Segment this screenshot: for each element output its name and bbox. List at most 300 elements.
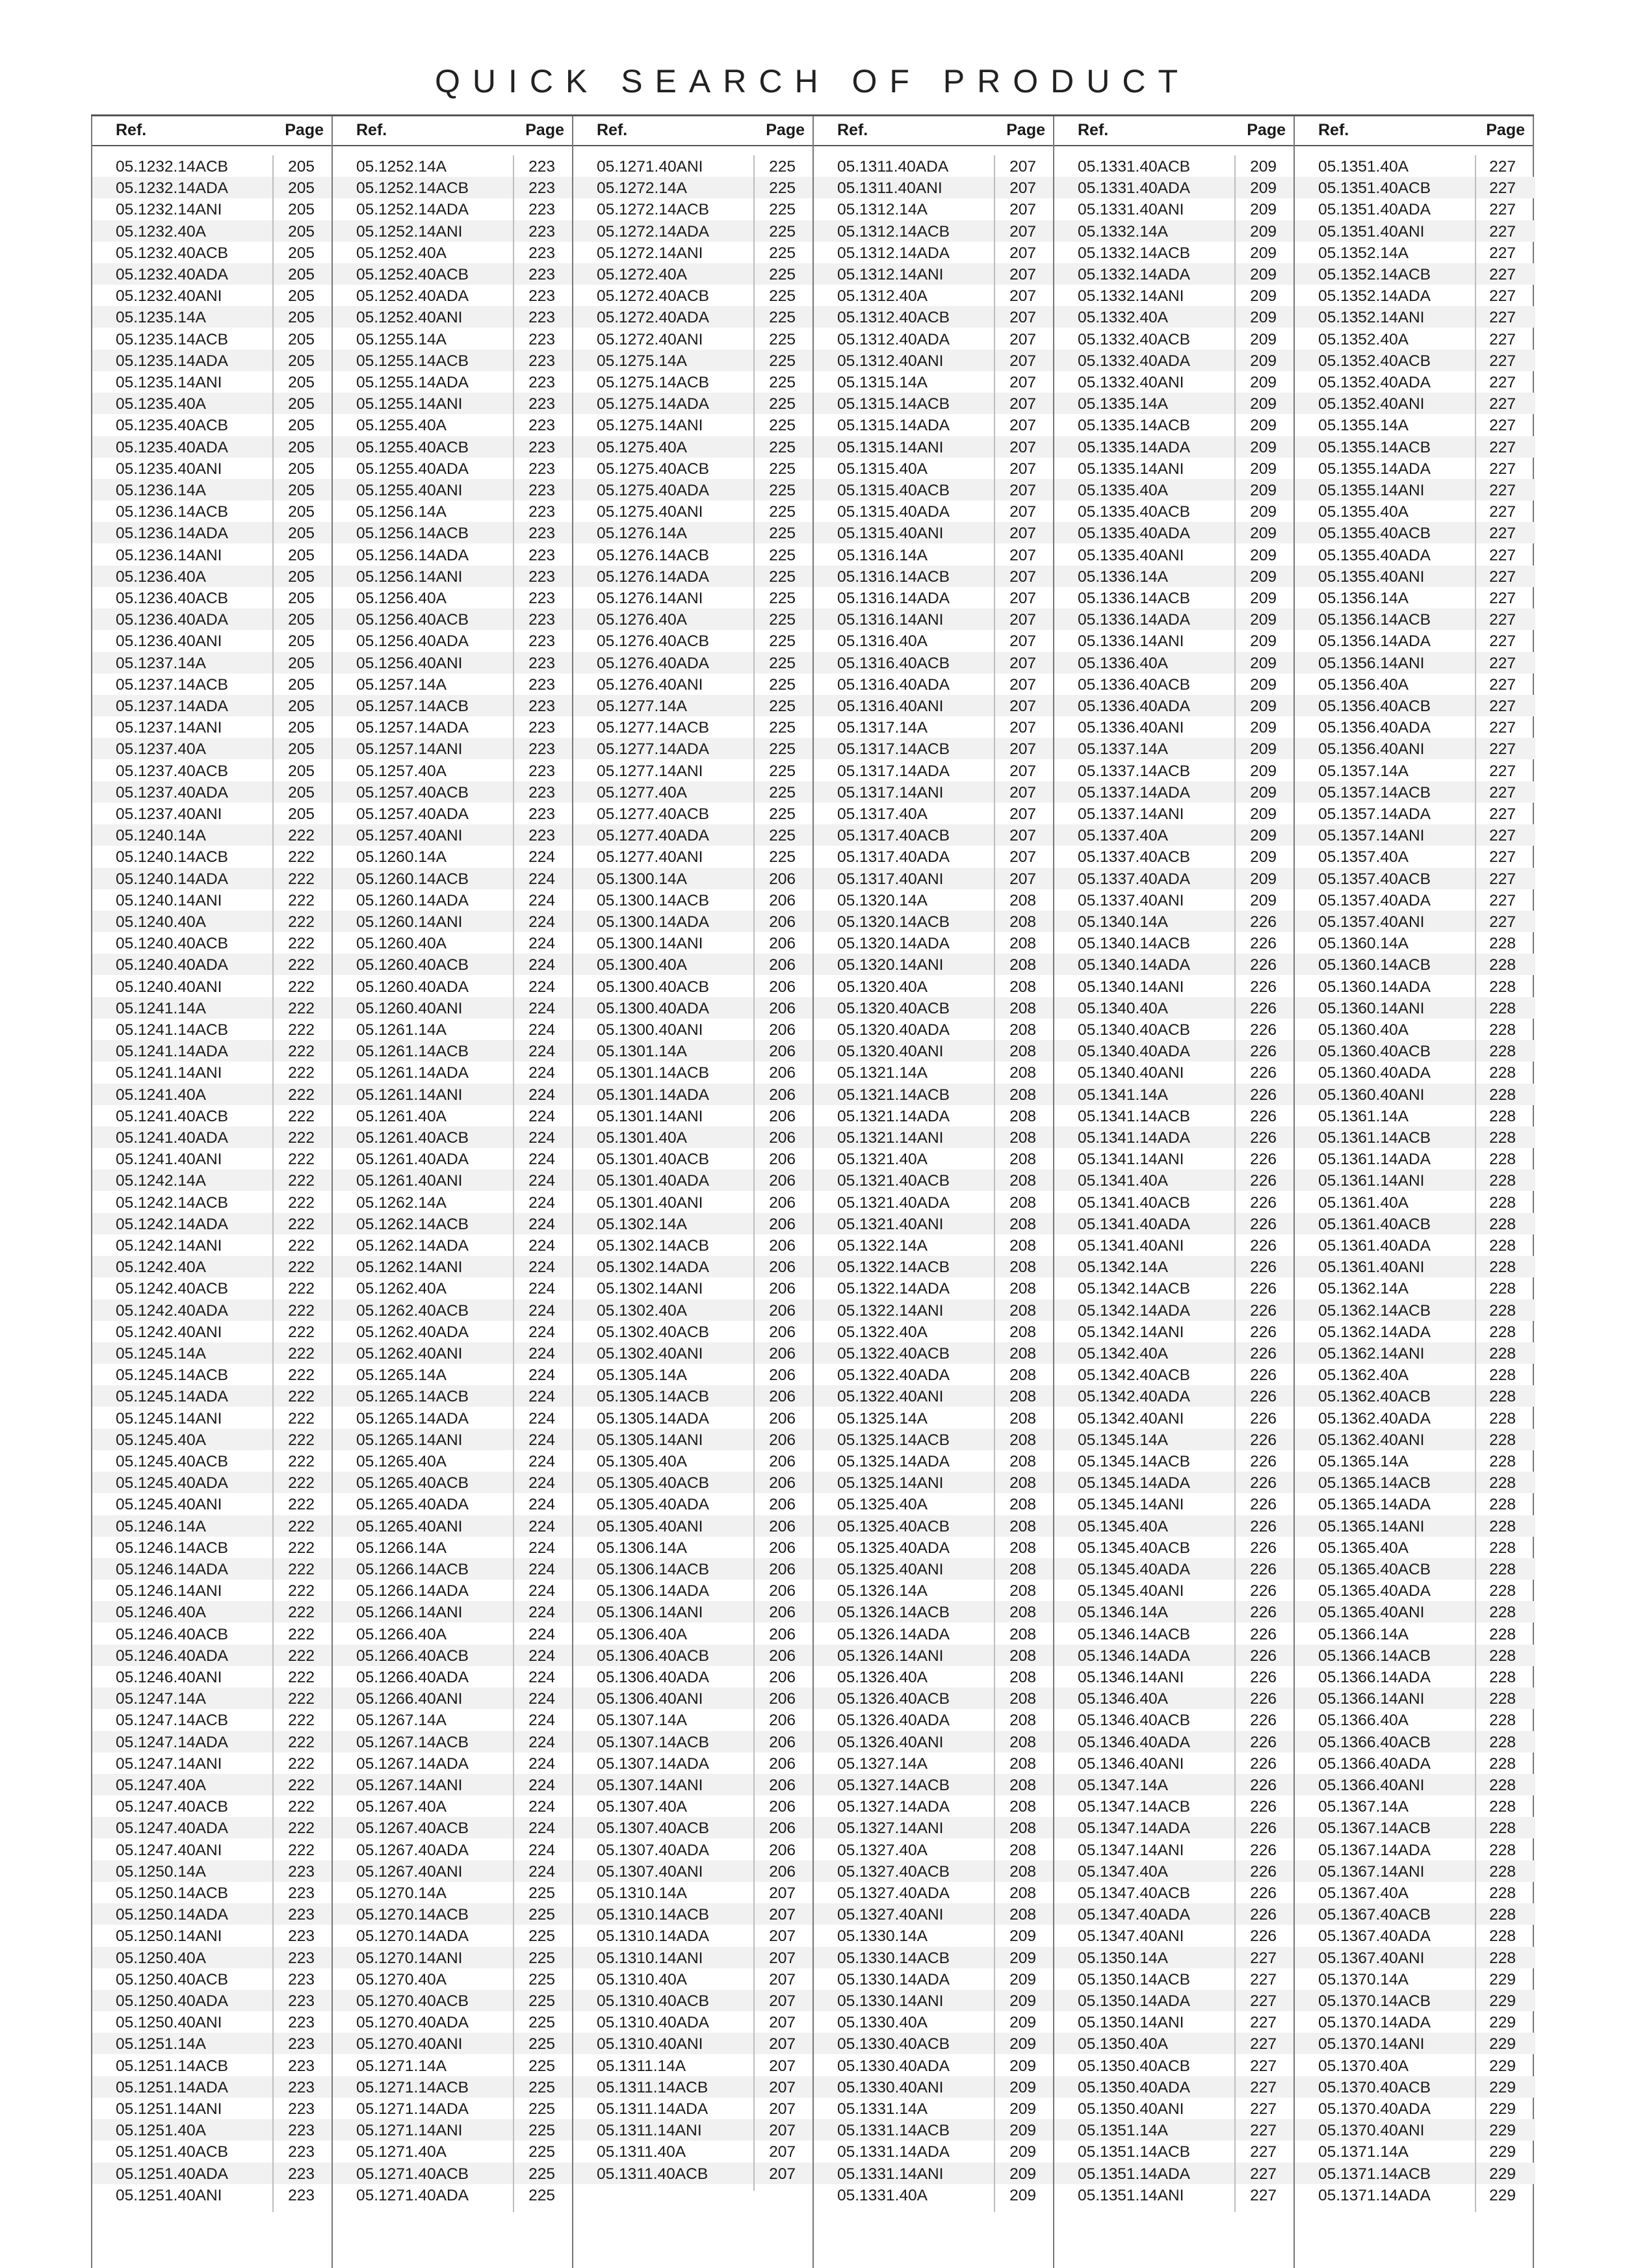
table-row [1295, 1990, 1533, 2011]
table-row [814, 695, 1053, 716]
table-row [573, 1256, 812, 1277]
page-cell: 224 [528, 1798, 555, 1816]
page-cell: 208 [1009, 1064, 1036, 1082]
ref-cell: 05.1356.14ADA [1318, 632, 1431, 651]
table-row [814, 1968, 1053, 1990]
table-row [573, 1623, 812, 1645]
ref-cell: 05.1360.14A [1318, 935, 1409, 953]
page-cell: 225 [528, 2143, 555, 2161]
table-row [1054, 328, 1294, 350]
table-row [573, 716, 812, 738]
table-row [333, 1709, 572, 1730]
table-row [573, 1148, 812, 1169]
ref-cell: 05.1251.14ACB [116, 2057, 228, 2075]
table-row [573, 1213, 812, 1234]
ref-cell: 05.1260.40ACB [356, 956, 469, 974]
table-row [1054, 1515, 1294, 1537]
table-row [1054, 803, 1294, 824]
table-row [573, 587, 812, 608]
page-cell: 222 [288, 935, 315, 953]
ref-cell: 05.1246.14ANI [116, 1582, 222, 1600]
table-row [333, 544, 572, 566]
ref-cell: 05.1267.14ACB [356, 1733, 469, 1751]
page-cell: 226 [1250, 1193, 1277, 1212]
ref-cell: 05.1246.40ADA [116, 1647, 228, 1665]
table-row [1295, 220, 1533, 242]
table-row [92, 695, 332, 716]
page-cell: 222 [288, 1798, 315, 1816]
ref-cell: 05.1350.40A [1078, 2035, 1168, 2053]
table-row [333, 285, 572, 306]
ref-cell: 05.1261.40ADA [356, 1151, 469, 1169]
ref-cell: 05.1270.14ADA [356, 1927, 469, 1946]
table-row [92, 1105, 332, 1127]
page-cell: 208 [1009, 1301, 1036, 1320]
table-row [92, 501, 332, 522]
table-row [1295, 1882, 1533, 1903]
page-cell: 227 [1250, 1949, 1277, 1967]
table-row [333, 414, 572, 436]
page-cell: 224 [528, 1819, 555, 1838]
table-row [814, 1515, 1053, 1537]
table-row [92, 522, 332, 543]
ref-cell: 05.1321.40ADA [837, 1193, 950, 1212]
table-row [814, 198, 1053, 220]
page-cell: 208 [1009, 1431, 1036, 1449]
ref-cell: 05.1247.40ANI [116, 1841, 222, 1859]
page-cell: 222 [288, 1172, 315, 1190]
table-row [573, 2011, 812, 2033]
ref-cell: 05.1320.14ADA [837, 935, 950, 953]
page-cell: 205 [288, 611, 315, 629]
table-row [333, 932, 572, 954]
table-row [1295, 263, 1533, 285]
page-cell: 209 [1250, 783, 1277, 802]
table-row [1054, 1688, 1294, 1709]
table-row [333, 1580, 572, 1601]
page-cell: 206 [769, 1453, 796, 1470]
ref-cell: 05.1361.14ADA [1318, 1151, 1431, 1169]
table-row [814, 1213, 1053, 1234]
page-cell: 224 [528, 1431, 555, 1449]
ref-cell: 05.1327.14ACB [837, 1777, 950, 1794]
page-cell: 223 [288, 1970, 315, 1988]
ref-cell: 05.1241.14ADA [116, 1043, 228, 1061]
page-cell: 205 [288, 244, 315, 262]
page-cell: 209 [1250, 158, 1277, 176]
ref-cell: 05.1352.40ANI [1318, 395, 1425, 413]
table-row [1054, 1753, 1294, 1774]
ref-cell: 05.1272.40ANI [597, 330, 703, 348]
ref-cell: 05.1327.40A [837, 1841, 928, 1859]
table-row [92, 2098, 332, 2119]
table-row [1295, 414, 1533, 436]
ref-cell: 05.1310.40ACB [597, 1992, 709, 2010]
ref-cell: 05.1361.40A [1318, 1193, 1409, 1212]
table-row [1295, 1062, 1533, 1083]
page-cell: 228 [1489, 1949, 1516, 1967]
ref-cell: 05.1277.14ANI [597, 762, 703, 780]
page-cell: 209 [1009, 2078, 1036, 2096]
page-cell: 205 [288, 805, 315, 823]
ref-cell: 05.1362.14ADA [1318, 1323, 1431, 1341]
ref-cell: 05.1362.14A [1318, 1280, 1409, 1298]
ref-cell: 05.1245.40ANI [116, 1496, 222, 1514]
table-row [1295, 350, 1533, 371]
page-cell: 206 [769, 1021, 796, 1039]
page-cell: 224 [528, 1669, 555, 1686]
table-row [92, 1515, 332, 1537]
page-cell: 227 [1489, 244, 1516, 262]
table-row [814, 1385, 1053, 1407]
ref-cell: 05.1341.14A [1078, 1086, 1168, 1104]
table-row [573, 997, 812, 1019]
table-row [1295, 889, 1533, 911]
ref-cell: 05.1270.40ANI [356, 2035, 463, 2053]
page-cell: 209 [1250, 395, 1277, 413]
ref-cell: 05.1322.40ANI [837, 1388, 944, 1406]
page-cell: 228 [1489, 1151, 1516, 1169]
page-header: Page [766, 121, 805, 139]
table-row [1295, 1169, 1533, 1191]
page-cell: 208 [1009, 1215, 1036, 1233]
page-cell: 207 [1009, 330, 1036, 348]
table-row [573, 932, 812, 954]
table-row [814, 1623, 1053, 1645]
table-row [1295, 328, 1533, 350]
ref-cell: 05.1315.14A [837, 374, 928, 391]
page-cell: 226 [1250, 1172, 1277, 1190]
page-cell: 226 [1250, 1712, 1277, 1730]
page-cell: 223 [528, 503, 555, 521]
ref-cell: 05.1307.40ANI [597, 1862, 703, 1881]
column-divider [994, 155, 995, 2212]
table-row [92, 2163, 332, 2184]
page-cell: 222 [288, 1086, 315, 1104]
page-cell: 225 [769, 827, 796, 845]
ref-cell: 05.1320.40A [837, 978, 928, 996]
table-row [814, 1429, 1053, 1450]
table-row [1054, 2055, 1294, 2076]
ref-cell: 05.1301.40A [597, 1129, 687, 1147]
ref-cell: 05.1305.40ANI [597, 1517, 703, 1535]
page-cell: 224 [528, 891, 555, 909]
ref-cell: 05.1361.40ADA [1318, 1237, 1431, 1255]
table-row [92, 1688, 332, 1709]
ref-cell: 05.1257.14ACB [356, 697, 469, 715]
table-row [573, 566, 812, 587]
table-row [333, 522, 572, 543]
ref-cell: 05.1322.14ACB [837, 1258, 950, 1277]
table-row [92, 350, 332, 371]
page-cell: 207 [1009, 654, 1036, 672]
ref-cell: 05.1355.40ACB [1318, 525, 1431, 543]
table-row [1054, 1040, 1294, 1062]
ref-cell: 05.1335.40ACB [1078, 503, 1190, 521]
ref-cell: 05.1260.14ADA [356, 891, 469, 909]
page-cell: 206 [769, 1474, 796, 1492]
ref-cell: 05.1311.14ANI [597, 2122, 702, 2140]
ref-cell: 05.1312.14ACB [837, 222, 950, 241]
page-cell: 207 [1009, 482, 1036, 499]
page-cell: 223 [528, 266, 555, 283]
page-cell: 222 [288, 1474, 315, 1492]
page-cell: 224 [528, 999, 555, 1017]
page-cell: 224 [528, 1064, 555, 1082]
ref-cell: 05.1342.14A [1078, 1258, 1168, 1277]
page-cell: 225 [769, 697, 796, 715]
table-row [1295, 1342, 1533, 1364]
ref-cell: 05.1272.40ADA [597, 309, 709, 327]
page-cell: 209 [1250, 870, 1277, 888]
ref-cell: 05.1251.40ACB [116, 2143, 228, 2161]
table-row [92, 1493, 332, 1515]
page-cell: 226 [1250, 1237, 1277, 1255]
table-row [1295, 1774, 1533, 1795]
table-row [92, 436, 332, 458]
ref-cell: 05.1336.14ADA [1078, 611, 1190, 629]
table-row [814, 630, 1053, 651]
ref-cell: 05.1310.14ACB [597, 1906, 709, 1924]
table-row [573, 630, 812, 651]
page-cell: 208 [1009, 1086, 1036, 1104]
ref-cell: 05.1266.40ANI [356, 1690, 463, 1708]
table-row [1295, 1127, 1533, 1148]
table-row [1295, 1256, 1533, 1277]
page-cell: 222 [288, 1129, 315, 1147]
ref-cell: 05.1240.14ADA [116, 870, 228, 888]
page-cell: 228 [1489, 1129, 1516, 1147]
page-cell: 228 [1489, 1712, 1516, 1730]
ref-cell: 05.1370.14A [1318, 1970, 1409, 1988]
ref-cell: 05.1357.14ADA [1318, 805, 1431, 823]
table-row [814, 1493, 1053, 1515]
page-cell: 225 [769, 309, 796, 327]
table-row [1054, 2163, 1294, 2184]
ref-cell: 05.1241.14A [116, 999, 206, 1017]
ref-cell: 05.1325.14ANI [837, 1474, 944, 1492]
table-row [1295, 1407, 1533, 1429]
table-row [1295, 1645, 1533, 1666]
page-cell: 222 [288, 1647, 315, 1665]
page-cell: 205 [288, 762, 315, 780]
ref-cell: 05.1367.40ANI [1318, 1949, 1425, 1967]
table-row [333, 458, 572, 479]
page-cell: 222 [288, 1819, 315, 1838]
table-row [333, 263, 572, 285]
table-row [1054, 1947, 1294, 1968]
ref-cell: 05.1252.14ANI [356, 222, 463, 241]
page-cell: 205 [288, 395, 315, 413]
page-cell: 227 [1250, 1970, 1277, 1988]
ref-cell: 05.1341.40ADA [1078, 1215, 1190, 1233]
page-cell: 224 [528, 1625, 555, 1643]
ref-cell: 05.1240.14A [116, 827, 206, 845]
ref-cell: 05.1266.40ADA [356, 1669, 469, 1686]
ref-cell: 05.1351.40ADA [1318, 201, 1431, 219]
page-cell: 228 [1489, 1669, 1516, 1686]
page-cell: 229 [1489, 2057, 1516, 2075]
table-row [1295, 954, 1533, 975]
ref-cell: 05.1302.14ACB [597, 1237, 709, 1255]
ref-cell: 05.1275.14ANI [597, 417, 703, 435]
page-cell: 206 [769, 1712, 796, 1730]
table-row [1295, 1537, 1533, 1558]
ref-cell: 05.1305.40ADA [597, 1496, 709, 1514]
table-row [1054, 1795, 1294, 1817]
page-cell: 223 [288, 1862, 315, 1881]
page-cell: 228 [1489, 1453, 1516, 1470]
page-cell: 222 [288, 1323, 315, 1341]
ref-cell: 05.1315.40ADA [837, 503, 950, 521]
ref-cell: 05.1360.14ACB [1318, 956, 1431, 974]
ref-cell: 05.1352.40ACB [1318, 352, 1431, 370]
table-row [1295, 371, 1533, 393]
table-row [573, 1062, 812, 1083]
table-row [1054, 1623, 1294, 1645]
page-cell: 208 [1009, 913, 1036, 931]
table-row [92, 2119, 332, 2141]
table-row [1295, 1558, 1533, 1580]
ref-cell: 05.1256.14A [356, 503, 447, 521]
ref-cell: 05.1316.40ACB [837, 654, 950, 672]
column-divider [753, 155, 755, 2191]
page-cell: 208 [1009, 1021, 1036, 1039]
table-row [1295, 1040, 1533, 1062]
page-cell: 223 [528, 179, 555, 198]
table-row [1295, 2163, 1533, 2184]
page-cell: 228 [1489, 1777, 1516, 1794]
table-row [1295, 501, 1533, 522]
table-row [1295, 673, 1533, 695]
table-row [814, 781, 1053, 803]
ref-cell: 05.1271.14ACB [356, 2078, 469, 2096]
ref-cell: 05.1322.14ANI [837, 1301, 944, 1320]
table-row [573, 1105, 812, 1127]
ref-cell: 05.1337.14ANI [1078, 805, 1184, 823]
page-cell: 225 [769, 374, 796, 391]
ref-cell: 05.1242.14ADA [116, 1215, 228, 1233]
ref-cell: 05.1336.14A [1078, 567, 1168, 586]
table-row [814, 479, 1053, 501]
table-row [814, 2011, 1053, 2033]
table-row [814, 1321, 1053, 1342]
ref-cell: 05.1326.14A [837, 1582, 928, 1600]
page-cell: 229 [1489, 1970, 1516, 1988]
page-cell: 226 [1250, 999, 1277, 1017]
page-cell: 206 [769, 1129, 796, 1147]
page-cell: 208 [1009, 1862, 1036, 1881]
table-row [814, 1774, 1053, 1795]
ref-cell: 05.1257.40ANI [356, 827, 463, 845]
ref-cell: 05.1270.14A [356, 1884, 447, 1902]
page-cell: 209 [1250, 675, 1277, 694]
page-cell: 205 [288, 697, 315, 715]
ref-cell: 05.1320.40ANI [837, 1043, 944, 1061]
page-cell: 209 [1250, 266, 1277, 283]
page-cell: 207 [1009, 309, 1036, 327]
table-row [573, 2055, 812, 2076]
page-cell: 222 [288, 1539, 315, 1557]
ref-cell: 05.1301.14ANI [597, 1107, 703, 1125]
table-row [333, 220, 572, 242]
page-cell: 223 [528, 567, 555, 586]
ref-cell: 05.1315.14ACB [837, 395, 950, 413]
ref-cell: 05.1340.40ADA [1078, 1043, 1190, 1061]
page-cell: 226 [1250, 1086, 1277, 1104]
page-cell: 223 [288, 2143, 315, 2161]
table-row [1295, 1472, 1533, 1493]
table-row [814, 2076, 1053, 2098]
table-row [333, 1968, 572, 1990]
ref-cell: 05.1246.14ACB [116, 1539, 228, 1557]
ref-cell: 05.1330.14ANI [837, 1992, 944, 2010]
ref-cell: 05.1326.40A [837, 1669, 928, 1686]
page-cell: 227 [1250, 2122, 1277, 2140]
ref-cell: 05.1346.40ANI [1078, 1754, 1184, 1773]
table-row [814, 220, 1053, 242]
page-cell: 227 [1250, 2100, 1277, 2118]
table-row [1295, 198, 1533, 220]
ref-cell: 05.1316.14A [837, 546, 928, 564]
page-cell: 208 [1009, 1388, 1036, 1406]
table-row [814, 350, 1053, 371]
table-row [1054, 1580, 1294, 1601]
page-cell: 225 [769, 287, 796, 306]
table-row [573, 673, 812, 695]
ref-cell: 05.1265.40ADA [356, 1496, 469, 1514]
table-row [1295, 630, 1533, 651]
page-cell: 228 [1489, 1647, 1516, 1665]
ref-cell: 05.1317.14ADA [837, 762, 950, 780]
ref-cell: 05.1346.40ADA [1078, 1733, 1190, 1751]
page-cell: 222 [288, 913, 315, 931]
table-row [1054, 522, 1294, 543]
ref-cell: 05.1347.40ADA [1078, 1906, 1190, 1924]
ref-cell: 05.1241.14ACB [116, 1021, 228, 1039]
page-cell: 223 [288, 2122, 315, 2140]
ref-cell: 05.1260.14ANI [356, 913, 463, 931]
page-cell: 205 [288, 287, 315, 306]
table-row [814, 608, 1053, 630]
table-row [573, 1645, 812, 1666]
page-cell: 205 [288, 266, 315, 283]
table-row [573, 695, 812, 716]
ref-cell: 05.1257.40ADA [356, 805, 469, 823]
page-cell: 207 [1009, 179, 1036, 198]
ref-header: Ref. [356, 121, 387, 139]
page-cell: 222 [288, 1193, 315, 1212]
table-row [333, 1666, 572, 1688]
ref-cell: 05.1242.40ADA [116, 1301, 228, 1320]
ref-cell: 05.1236.40A [116, 567, 206, 586]
page-cell: 225 [528, 2078, 555, 2096]
table-row [92, 1882, 332, 1903]
page-cell: 222 [288, 1517, 315, 1535]
page-cell: 205 [288, 590, 315, 607]
ref-cell: 05.1321.14ACB [837, 1086, 950, 1104]
ref-cell: 05.1330.14ADA [837, 1970, 950, 1988]
page-cell: 229 [1489, 2100, 1516, 2118]
ref-cell: 05.1317.14ACB [837, 740, 950, 759]
table-row [1054, 1817, 1294, 1838]
table-row [1295, 1213, 1533, 1234]
table-row [573, 824, 812, 846]
table-row [333, 889, 572, 911]
page-cell: 205 [288, 740, 315, 759]
table-row [92, 1795, 332, 1817]
table-row [1054, 479, 1294, 501]
